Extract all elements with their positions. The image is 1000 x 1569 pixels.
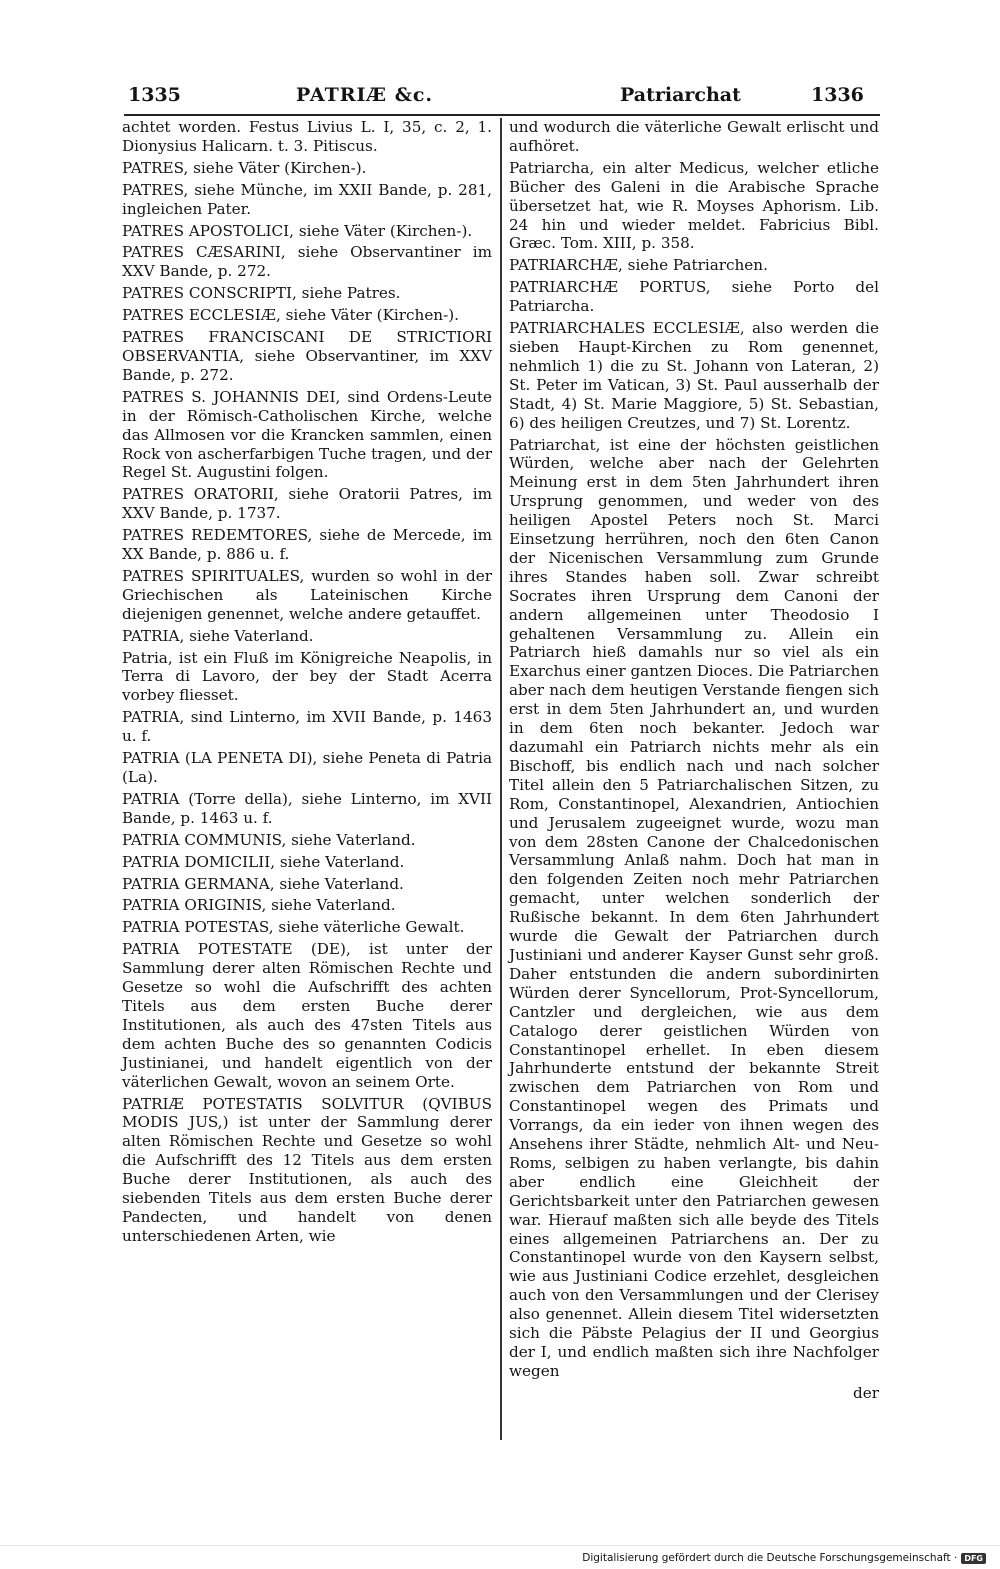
dfg-logo: DFG bbox=[961, 1553, 986, 1564]
entry: PATRES APOSTOLICI, siehe Väter (Kirchen-). bbox=[122, 221, 473, 240]
entry: PATRIA (LA PENETA DI), siehe Peneta di Patria (La). bbox=[122, 749, 492, 786]
catchword: der bbox=[853, 1383, 879, 1402]
entry: PATRIÆ POTESTATIS SOLVITUR (QVIBUS MODIS JUS,) ist unter der Sammlung derer alten Römischen Rechte und Gesetze so wohl die Aufschrifft des 12 Titels aus dem ersten Buche derer Institutionen, als auch des siebenden Titels aus dem ersten Buche derer Pandecten, und handelt von denen unterschiedenen Arten, wie bbox=[122, 1094, 492, 1245]
entry: PATRIARCHÆ PORTUS, siehe Porto del Patriarcha. bbox=[509, 278, 879, 316]
entry: PATRIA GERMANA, siehe Vaterland. bbox=[122, 874, 404, 893]
entry: PATRES CONSCRIPTI, siehe Patres. bbox=[122, 284, 401, 303]
right-page-number: 1336 bbox=[811, 84, 864, 106]
right-running-title: Patriarchat bbox=[620, 84, 741, 106]
entry: und wodurch die väterliche Gewalt erlischt und aufhöret. bbox=[509, 118, 879, 155]
footer-credit: Digitalisierung gefördert durch die Deutsche Forschungsgemeinschaft · bbox=[582, 1552, 958, 1564]
entry: Patriarchat, ist eine der höchsten geistlichen Würden, welche aber nach der Gelehrten Meinung erst in dem 5ten Jahrhundert ihren Ursprung genommen, und weder von des heiligen Apostel Peters noch St. Marci Einsetzung herrühren, noch den 6ten Canon der Nicenischen Versammlung zum Grunde ihres Standes haben soll. Zwar schreibt Socrates ihren Ursprung dem Canoni der andern allgemeinen unter Theodosio I gehaltenen Versammlung zu. Allein ein Patriarch hieß damahls nur so viel als ein Exarchus einer gantzen Dioces. Die Patriarchen aber nach dem heutigen Verstande fiengen sich erst in dem 5ten Jahrhundert an, und wurden in dem 6ten noch bekanter. Jedoch war dazumahl ein Patriarch nichts mehr als ein Bischoff, bis endlich nach und nach solcher Titel allein den 5 Patriarchalischen Sitzen, zu Rom, Constantinopel, Alexandrien, Antiochien und Jerusalem zugeeignet wurde, wozu man von dem 28sten Canone der Chalcedonischen Versammlung Anlaß nahm. Doch hat man in den folgenden Zeiten noch mehr Patriarchen gemacht, unter welchen sonderlich der Rußische bekannt. In dem 6ten Jahrhundert wurde die Gewalt der Patriarchen durch Justiniani und anderer Kayser Gunst sehr groß. Daher entstunden die andern subordinirten Würden derer Syncellorum, Prot-Syncellorum, Cantzler und dergleichen, wie aus dem Catalogo derer geistlichen Würden von Constantinopel erhellet. In eben diesem Jahrhunderte entstund der bekannte Streit zwischen dem Patriarchen von Rom und Constantinopel wegen des Primats und Vorrangs, da ein ieder von ihnen wegen des Ansehens ihrer Städte, nehmlich Alt- und Neu-Roms, selbigen zu haben verlangte, bis dahin aber endlich eine Gleichheit der Gerichtsbarkeit unter den Patriarchen gewesen war. Hierauf maßten sich alle beyde des Titels eines allgemeinen Patriarchens an. Der zu Constantinopel wurde von den Kaysern selbst, wie aus Justiniani Codice erzehlet, desgleichen auch von den Versammlungen und der Clerisey also genennet. Allein diesem Titel widersetzten sich die Päbste Pelagius der II und Georgius der I, und endlich maßten sich ihre Nachfolger wegen bbox=[509, 435, 879, 1380]
entry: Patria, ist ein Fluß im Königreiche Neapolis, in Terra di Lavoro, der bey der Stadt Acerra vorbey fliesset. bbox=[122, 648, 492, 705]
entry: PATRIA, siehe Vaterland. bbox=[122, 626, 314, 645]
left-column bbox=[122, 118, 492, 1249]
entry: PATRIA COMMUNIS, siehe Vaterland. bbox=[122, 830, 416, 849]
left-running-title: PATRIÆ &c. bbox=[296, 84, 434, 106]
entry: achtet worden. Festus Livius L. I, 35, c. 2, 1. Dionysius Halicarn. t. 3. Pitiscus. bbox=[122, 118, 492, 155]
entry: PATRES, siehe Väter (Kirchen-). bbox=[122, 158, 367, 177]
column-divider bbox=[500, 118, 502, 1440]
entry: Patriarcha, ein alter Medicus, welcher etliche Bücher des Galeni in die Arabische Sprache übersetzet hat, wie R. Moyses Aphorism. Lib. 24 hin und wieder meldet. Fabricius Bibl. Græc. Tom. XIII, p. 358. bbox=[509, 158, 879, 253]
entry: PATRES S. JOHANNIS DEI, sind Ordens-Leute in der Römisch-Catholischen Kirche, welche das Allmosen vor die Krancken sammlen, einen Rock von ascherfarbigen Tuche tragen, und der Regel St. Augustini folgen. bbox=[122, 387, 492, 482]
entry: PATRIA DOMICILII, siehe Vaterland. bbox=[122, 852, 405, 871]
digitization-footer bbox=[582, 1552, 986, 1564]
header-rule bbox=[124, 114, 880, 116]
entry: PATRIA ORIGINIS, siehe Vaterland. bbox=[122, 896, 396, 915]
entry: PATRIA POTESTAS, siehe väterliche Gewalt. bbox=[122, 918, 465, 937]
entry: PATRIA (Torre della), siehe Linterno, im XVII Bande, p. 1463 u. f. bbox=[122, 789, 492, 827]
entry: PATRES ORATORII, siehe Oratorii Patres, im XXV Bande, p. 1737. bbox=[122, 485, 492, 523]
entry: PATRIARCHÆ, siehe Patriarchen. bbox=[509, 256, 768, 275]
entry: PATRIA, sind Linterno, im XVII Bande, p. 1463 u. f. bbox=[122, 708, 492, 746]
entry: PATRES SPIRITUALES, wurden so wohl in der Griechischen als Lateinischen Kirche diejenigen genennet, welche andere getauffet. bbox=[122, 566, 492, 623]
entry: PATRIARCHALES ECCLESIÆ, also werden die sieben Haupt-Kirchen zu Rom genennet, nehmlich 1) die zu St. Johann von Lateran, 2) St. Peter im Vatican, 3) St. Paul ausserhalb der Stadt, 4) St. Marie Maggiore, 5) St. Sebastian, 6) des heiligen Creutzes, und 7) St. Lorentz. bbox=[509, 319, 879, 432]
left-page-number: 1335 bbox=[128, 84, 181, 106]
entry: PATRIA POTESTATE (DE), ist unter der Sammlung derer alten Römischen Rechte und Gesetze so wohl die Aufschrifft des achten Titels aus dem ersten Buche derer Institutionen, als auch des 47sten Titels aus dem achten Buche des so genannten Codicis Justinianei, und handelt eigentlich von der väterlichen Gewalt, wovon an seinem Orte. bbox=[122, 940, 492, 1091]
entry: PATRES FRANCISCANI DE STRICTIORI OBSERVANTIA, siehe Observantiner, im XXV Bande, p. 272. bbox=[122, 328, 492, 384]
entry: PATRES ECCLESIÆ, siehe Väter (Kirchen-). bbox=[122, 306, 459, 325]
entry: PATRES REDEMTORES, siehe de Mercede, im XX Bande, p. 886 u. f. bbox=[122, 526, 492, 564]
right-column bbox=[509, 118, 879, 1403]
entry: PATRES, siehe Münche, im XXII Bande, p. 281, ingleichen Pater. bbox=[122, 180, 492, 218]
entry: PATRES CÆSARINI, siehe Observantiner im XXV Bande, p. 272. bbox=[122, 243, 492, 281]
running-header bbox=[128, 84, 878, 114]
footer-divider bbox=[0, 1545, 1000, 1546]
